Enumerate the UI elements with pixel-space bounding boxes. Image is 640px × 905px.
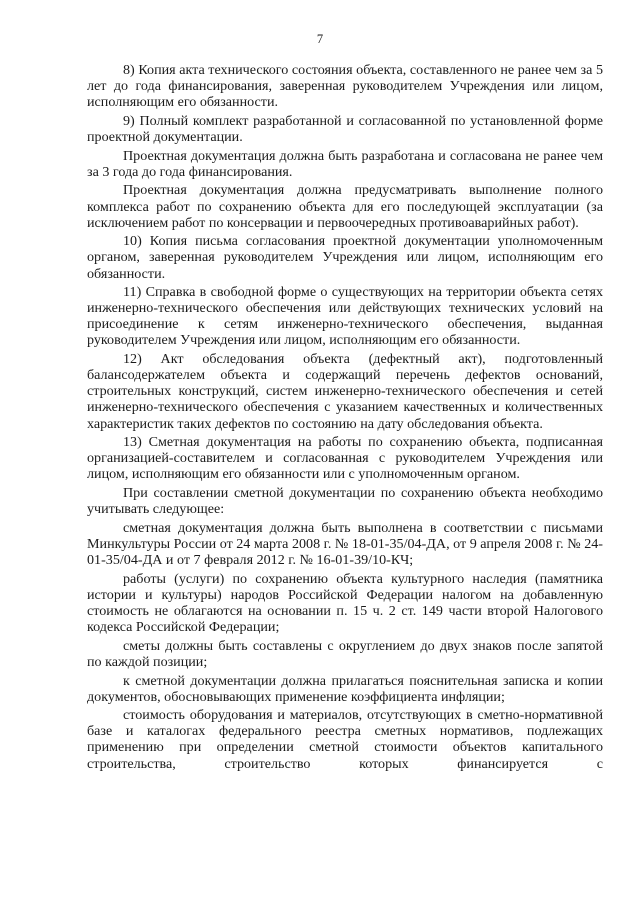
page-number: 7 [316,32,324,46]
paragraph-vat-exemption: работы (услуги) по сохранению объекта культурного наследия (памятника истории и культуры) народов Российской Федерации налогом на добавленную стоимость не облагаются на основании п. 15 ч. 2 ст. 149 части второй Налогового кодекса Российской Федерации; [87,570,603,636]
paragraph-equipment-cost: стоимость оборудования и материалов, отсутствующих в сметно-нормативной базе и каталогах федерального реестра сметных нормативов, подлежащих применению при определении сметной стоимости объектов капитального строительства, строительство которых финансируется с [87,707,603,772]
paragraph-explanatory-note: к сметной документации должна прилагаться пояснительная записка и копии документов, обосновывающих применение коэффициента инфляции; [87,672,603,705]
paragraph-item-9: 9) Полный комплект разработанной и согласованной по установленной форме проектной документации. [87,112,603,145]
paragraph-item-13: 13) Сметная документация на работы по сохранению объекта, подписанная организацией-составителем и согласованная с руководителем Учреждения или лицом, исполняющим его обязанности или с уполномоченным органом. [87,434,603,483]
paragraph-estimate-intro: При составлении сметной документации по сохранению объекта необходимо учитывать следующее: [87,485,603,518]
paragraph-item-11: 11) Справка в свободной форме о существующих на территории объекта сетях инженерно-технического обеспечения или действующих технических условий на присоединение к сетям инженерно-технического обеспечения, выданная руководителем Учреждения или лицом, исполняющим его обязанности. [87,284,603,349]
document-body [87,62,603,774]
paragraph-design-deadline: Проектная документация должна быть разработана и согласована не ранее чем за 3 года до года финансирования. [87,147,603,180]
paragraph-rounding: сметы должны быть составлены с округлением до двух знаков после запятой по каждой позиции; [87,637,603,670]
paragraph-estimate-letters: сметная документация должна быть выполнена в соответствии с письмами Минкультуры России от 24 марта 2008 г. № 18-01-35/04-ДА, от 9 апреля 2008 г. № 24-01-35/04-ДА и от 7 февраля 2012 г. № 16-01-39/10-КЧ; [87,519,603,569]
paragraph-design-scope: Проектная документация должна предусматривать выполнение полного комплекса работ по сохранению объекта для его последующей эксплуатации (за исключением работ по консервации и первоочередных противоаварийных работ). [87,182,603,231]
paragraph-item-12: 12) Акт обследования объекта (дефектный акт), подготовленный балансодержателем объекта и содержащий перечень дефектов оснований, строительных конструкций, систем инженерно-технического обеспечения и сетей инженерно-технического обеспечения с указанием качественных и количественных характеристик таких дефектов по состоянию на дату обследования объекта. [87,351,603,432]
paragraph-item-10: 10) Копия письма согласования проектной документации уполномоченным органом, заверенная руководителем Учреждения или лицом, исполняющим его обязанности. [87,233,603,282]
paragraph-item-8: 8) Копия акта технического состояния объекта, составленного не ранее чем за 5 лет до года финансирования, заверенная руководителем Учреждения или лицом, исполняющим его обязанности. [87,62,603,111]
